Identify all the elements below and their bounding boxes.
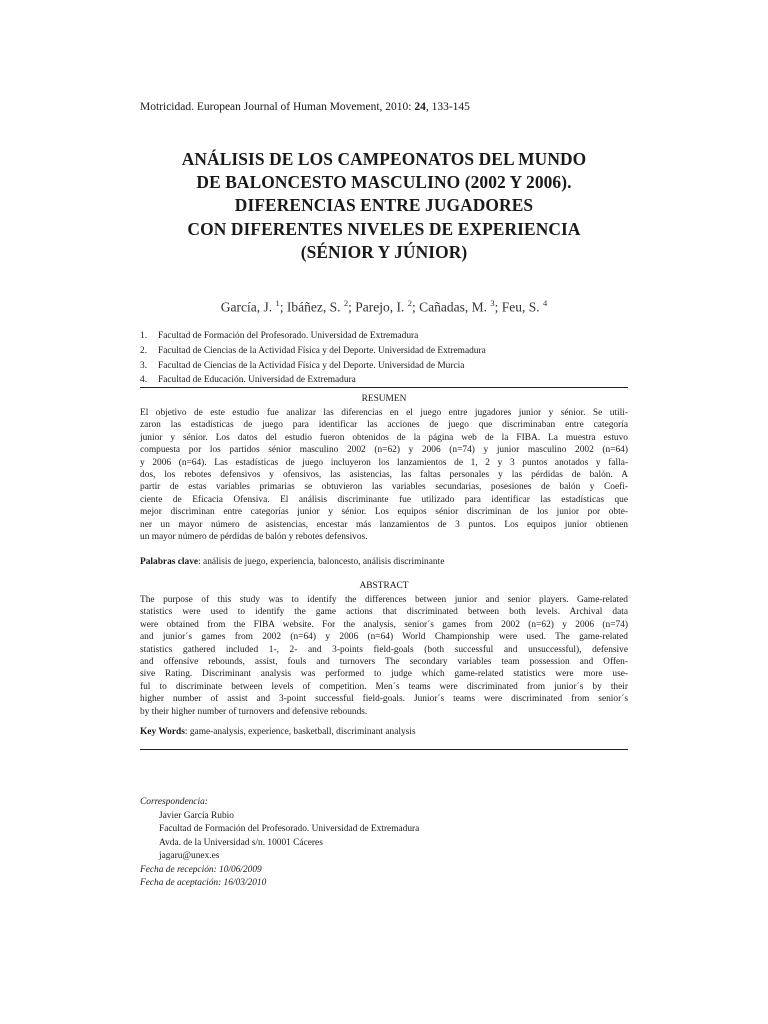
affiliation-item: 4. Facultad de Educación. Universidad de Extremadura — [140, 375, 356, 386]
resumen-heading: RESUMEN — [361, 394, 407, 404]
author-name: ; Cañadas, M. — [411, 299, 491, 315]
text-line: were obtained from the FIBA website. For the analysis, senior´s games from 2002 (n=62) y 2006 (n=74) — [140, 619, 628, 630]
resumen-keywords — [140, 557, 628, 567]
keywords-value: : game-analysis, experience, basketball, discriminant analysis — [184, 727, 416, 737]
text-line: by their higher number of turnovers and defensive rebounds. — [140, 706, 368, 717]
title-line: CON DIFERENTES NIVELES DE EXPERIENCIA — [187, 218, 581, 239]
journal-pages: , 133-145 — [425, 101, 470, 113]
received-date: Fecha de recepción: 10/06/2009 — [140, 864, 262, 875]
correspondence-line: Javier García Rubio — [159, 810, 234, 821]
text-line: statistics were used to identify the game actions that discriminated between both levels. Archival data — [140, 607, 628, 618]
keywords-value: : análisis de juego, experiencia, baloncesto, análisis discriminante — [198, 557, 445, 567]
divider — [140, 749, 628, 750]
text-line: junior y sénior. Los datos del estudio fueron obtenidos de la página web de la FIBA. La muestra estuvo — [140, 432, 628, 443]
correspondence-label: Correspondencia: — [140, 797, 208, 807]
correspondence-line: Facultad de Formación del Profesorado. Universidad de Extremadura — [159, 824, 420, 834]
text-line: y 2006 (n=64). Las estadísticas de juego incluyeron los lanzamientos de 1, 2 y 3 puntos anotados y falla- — [140, 457, 628, 468]
journal-name: Motricidad. European Journal of Human Movement, 2010: — [140, 101, 415, 113]
title-line: DIFERENCIAS ENTRE JUGADORES — [234, 195, 534, 216]
divider — [140, 387, 628, 388]
abstract-text — [140, 594, 628, 718]
journal-volume: 24 — [414, 101, 426, 113]
text-line: The purpose of this study was to identify the differences between junior and senior players. Game-related — [140, 595, 628, 605]
text-line: ful to discriminate between levels of competition. Men´s teams were discriminated from junior´s by their — [140, 681, 628, 692]
text-line: ciente de Eficacia Ofensiva. El análisis discriminante fue utilizado para identificar las estadísticas que — [140, 494, 628, 505]
author-list — [140, 298, 628, 316]
keywords-label: Palabras clave — [140, 557, 199, 567]
text-line: mejor discriminan entre categorías junior y sénior. Los equipos sénior discriminan de los junior por obte- — [140, 507, 628, 518]
text-line: un mayor número de pérdidas de balón y rebotes defensivos. — [140, 532, 368, 543]
author-affil-mark: 2 — [407, 298, 412, 308]
text-line: El objetivo de este estudio fue analizar las diferencias en el juego entre jugadores junior y sénior. Se utili- — [140, 408, 628, 418]
accepted-date: Fecha de aceptación: 16/03/2010 — [140, 878, 267, 888]
author-name: ; Ibáñez, S. — [279, 299, 344, 315]
title-line: (SÉNIOR Y JÚNIOR) — [300, 241, 468, 262]
author-name: ; Parejo, I. — [348, 299, 408, 315]
text-line: sive Rating. Discriminant analysis was performed to judge which game-related statistics were more use- — [140, 669, 628, 680]
affiliation-list — [140, 329, 628, 388]
text-line: compuesta por los partidos sénior masculino 2002 (n=62) y 2006 (n=74) y junior masculino 2002 (n=64) — [140, 445, 628, 456]
text-line: statistics gathered included 1-, 2- and 3-points field-goals (both successful and unsuccessful), defensive — [140, 644, 628, 655]
author-affil-mark: 4 — [542, 298, 548, 308]
abstract-keywords — [140, 727, 628, 737]
abstract-heading: ABSTRACT — [359, 581, 409, 591]
author-name: García, J. — [220, 299, 276, 315]
paper-title — [130, 148, 638, 264]
text-line: partir de estas variables primarias se obtuvieron las variables secundarias, posesiones de balón y Coefi- — [140, 482, 628, 493]
title-line: ANÁLISIS DE LOS CAMPEONATOS DEL MUNDO — [181, 149, 587, 169]
resumen-text — [140, 407, 628, 543]
affiliation-item: 2. Facultad de Ciencias de la Actividad Física y del Deporte. Universidad de Extremadura — [140, 345, 486, 356]
text-line: and offensive rebounds, assist, fouls and turnovers The secondary variables team possession and Offen- — [140, 657, 628, 668]
correspondence-line: Avda. de la Universidad s/n. 10001 Cáceres — [159, 837, 323, 848]
text-line: higher number of assist and 3-point successful field-goals. Junior´s teams were discriminated from senior´s — [140, 694, 628, 705]
correspondence-email[interactable]: jagaru@unex.es — [159, 851, 220, 861]
author-name: ; Feu, S. — [494, 299, 543, 315]
affiliation-item: 1. Facultad de Formación del Profesorado. Universidad de Extremadura — [140, 331, 419, 341]
affiliation-item: 3. Facultad de Ciencias de la Actividad Física y del Deporte. Universidad de Murcia — [140, 360, 465, 371]
author-affil-mark: 2 — [343, 298, 349, 308]
correspondence-block — [140, 796, 419, 891]
author-affil-mark: 3 — [490, 298, 495, 308]
keywords-label: Key Words — [140, 727, 185, 737]
journal-citation — [140, 101, 470, 113]
title-line: DE BALONCESTO MASCULINO (2002 Y 2006). — [196, 172, 572, 193]
text-line: ner un mayor número de asistencias, encestar más lanzamientos de 3 puntos. Los equipos junior obtienen — [140, 519, 628, 530]
text-line: and junior´s games from 2002 (n=64) y 2006 (n=64) World Championship were used. The game-related — [140, 632, 628, 643]
author-affil-mark: 1 — [275, 298, 280, 308]
text-line: zaron las estadísticas de juego para identificar las acciones de juego que discriminaban entre categoría — [140, 420, 628, 431]
text-line: dos, los rebotes defensivos y ofensivos, las asistencias, las faltas personales y las pérdidas de balón. A — [140, 470, 628, 481]
